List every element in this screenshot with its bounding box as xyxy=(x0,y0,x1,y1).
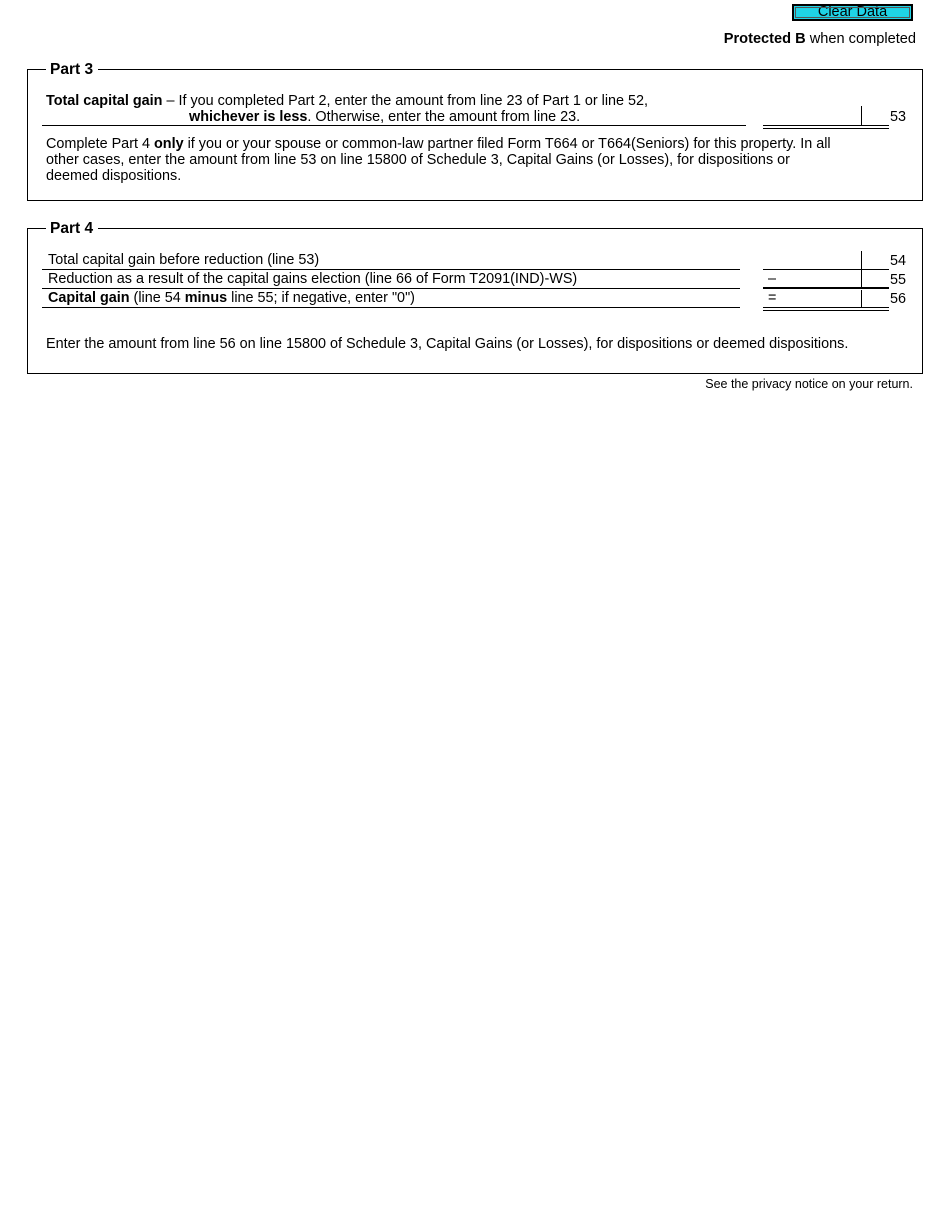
line56-label xyxy=(48,291,415,307)
line56-amount-underline-1 xyxy=(763,307,889,308)
part3-instruction-only: only xyxy=(153,136,184,152)
line56-label-mid2: line 55; if negative, enter "0") xyxy=(227,290,415,306)
line55-cents-divider xyxy=(861,270,862,288)
line55-minus-operator: – xyxy=(768,271,777,287)
line53-amount-underline-2 xyxy=(763,128,889,129)
line54-cents-divider xyxy=(861,251,862,269)
line53-number: 53 xyxy=(890,109,907,125)
line55-amount-field[interactable] xyxy=(763,270,889,288)
line56-equals-operator: = xyxy=(768,290,777,306)
protected-b-label: Protected B xyxy=(723,31,806,47)
part3-instruction-rest: if you or your spouse or common-law partner filed Form T664 or T664(Seniors) for this property. In all xyxy=(183,136,831,152)
line53-label-line1 xyxy=(46,94,648,110)
part3-instruction-pre: Complete Part 4 xyxy=(46,136,154,152)
part3-instruction-line2: other cases, enter the amount from line 53 on line 15800 of Schedule 3, Capital Gains (or Losses), for dispositions or xyxy=(46,152,790,168)
line55-underline xyxy=(42,288,740,289)
part3-instruction-line3: deemed dispositions. xyxy=(46,168,182,184)
part4-instruction: Enter the amount from line 56 on line 15800 of Schedule 3, Capital Gains (or Losses), for dispositions or deemed dispositions. xyxy=(46,336,849,352)
part3-title: Part 3 xyxy=(46,61,98,79)
line53-label2-rest: . Otherwise, enter the amount from line 23. xyxy=(307,109,581,125)
line55-label: Reduction as a result of the capital gains election (line 66 of Form T2091(IND)-WS) xyxy=(48,271,578,287)
line55-amount-underline xyxy=(763,287,889,289)
line56-minus-bold: minus xyxy=(184,290,228,306)
line56-label-mid1: (line 54 xyxy=(129,290,185,306)
line55-number: 55 xyxy=(890,272,907,288)
line53-amount-underline-1 xyxy=(763,125,889,126)
protected-b-notice xyxy=(724,31,916,47)
line54-amount-field[interactable] xyxy=(763,251,889,269)
line56-underline xyxy=(42,307,740,308)
line53-whichever-bold: whichever is less xyxy=(189,109,308,125)
line53-label-underline xyxy=(42,125,746,126)
line53-label-line2 xyxy=(189,110,580,126)
line56-amount-underline-2 xyxy=(763,310,889,311)
line54-label: Total capital gain before reduction (line 53) xyxy=(48,252,320,268)
line53-amount-field[interactable] xyxy=(763,106,889,125)
part4-title: Part 4 xyxy=(46,220,98,238)
line54-underline xyxy=(42,269,740,270)
line56-capital-gain-bold: Capital gain xyxy=(48,290,130,306)
line53-cents-divider xyxy=(861,106,862,125)
privacy-notice: See the privacy notice on your return. xyxy=(705,377,913,391)
line54-number: 54 xyxy=(890,253,907,269)
line53-label-rest: – If you completed Part 2, enter the amount from line 23 of Part 1 or line 52, xyxy=(162,93,649,109)
line53-label-bold: Total capital gain xyxy=(46,93,163,109)
clear-data-button[interactable]: Clear Data xyxy=(792,4,913,21)
part3-instruction-line1 xyxy=(46,137,831,153)
protected-b-suffix: when completed xyxy=(805,31,916,47)
line56-cents-divider xyxy=(861,290,862,308)
line56-number: 56 xyxy=(890,291,907,307)
line56-amount-field[interactable] xyxy=(763,290,889,308)
